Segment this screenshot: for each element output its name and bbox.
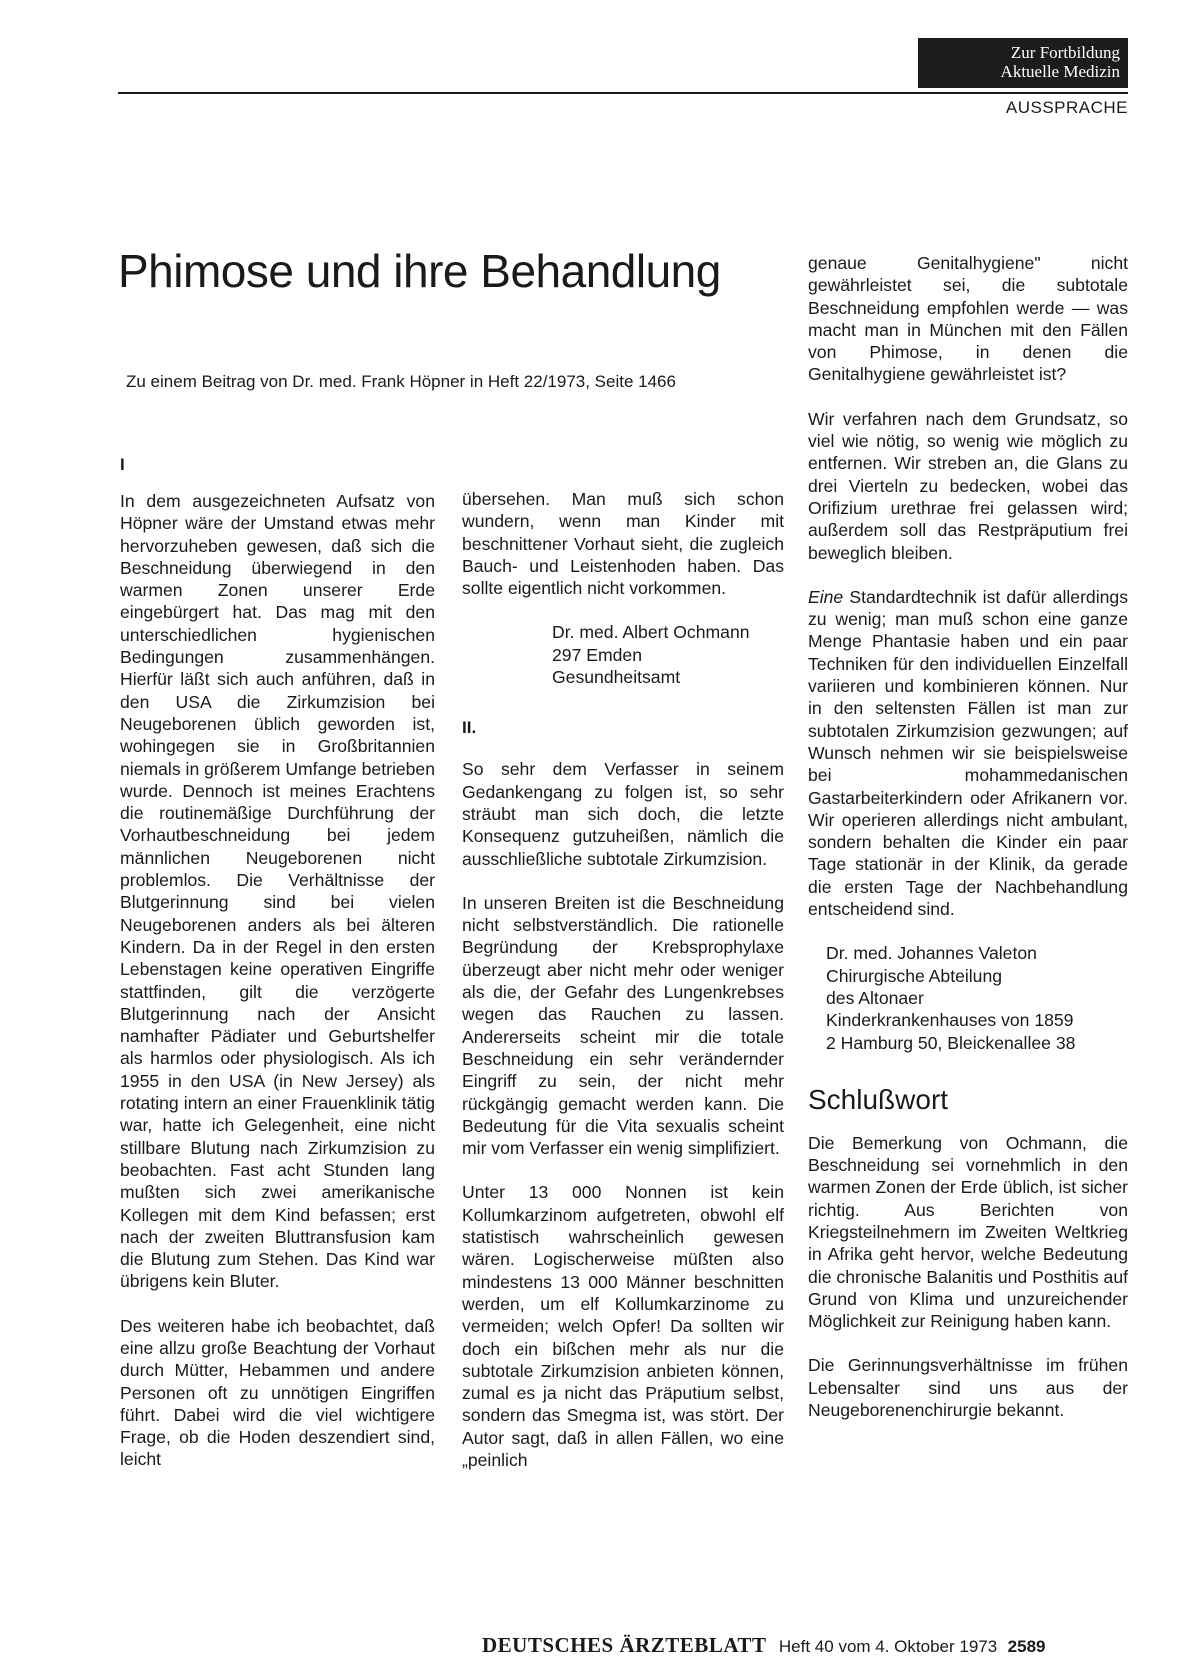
section-badge: [918, 38, 1128, 88]
letter1-marker: I: [120, 455, 125, 474]
page-number: 2589: [1007, 1637, 1046, 1656]
closing-paragraph-2: Die Gerinnungsverhältnisse im frühen Lebensalter sind uns aus der Neugeborenenchirurgie bekannt.: [808, 1355, 1128, 1421]
closing-paragraph-1: Die Bemerkung von Ochmann, die Beschneidung sei vornehmlich in den warmen Zonen der Erde üblich, ist sicher richtig. Aus Berichten von Kriegsteilnehmern im Zweiten Weltkrieg in Afrika geht hervor, welche Bedeutung die chronische Balanitis und Posthitis auf Grund von Klima und unzureichender Möglichkeit zur Reinigung haben kann.: [808, 1132, 1128, 1332]
signature-line: Chirurgische Abteilung: [826, 965, 1003, 986]
issue-info: Heft 40 vom 4. Oktober 1973: [778, 1637, 998, 1656]
article-title: Phimose und ihre Behandlung: [118, 245, 721, 297]
letter2-marker: II.: [462, 718, 477, 738]
signature-line: Gesundheitsamt: [552, 667, 681, 688]
letter1-paragraph-2: Des weiteren habe ich beobachtet, daß eine allzu große Beachtung der Vorhaut durch Mütter, Hebammen und andere Personen oft zu unnötigen Eingriffen führt. Dabei wird die viel wichtigere Frage, ob die Hoden deszendiert sind, leicht: [120, 1315, 435, 1470]
signature-line: 297 Emden: [552, 644, 642, 665]
column-1: [120, 490, 435, 1471]
header-rule: [118, 92, 1128, 94]
article-subtitle: Zu einem Beitrag von Dr. med. Frank Höpner in Heft 22/1973, Seite 1466: [126, 372, 676, 391]
closing-heading: Schlußwort: [808, 1083, 949, 1115]
letter2-paragraph-2: In unseren Breiten ist die Beschneidung nicht selbstverständlich. Die rationelle Begründung der Krebsprophylaxe überzeugt aber nicht mehr oder weniger als die, der Gefahr des Lungenkrebses wegen das Rauchen zu lassen. Andererseits scheint mir die totale Beschneidung ein sehr verändernder Eingriff zu sein, der nicht mehr rückgängig gemacht werden kann. Die Bedeutung für die Vita sexualis scheint mir vom Verfasser ein wenig simplifiziert.: [462, 892, 784, 1159]
signature-line: des Altonaer: [826, 987, 924, 1008]
letter1-paragraph-1: In dem ausgezeichneten Aufsatz von Höpner wäre der Umstand etwas mehr hervorzuheben gewesen, daß sich die Beschneidung überwiegend in den warmen Zonen unserer Erde eingebürgert hat. Das mag mit den unterschiedlichen hygienischen Bedingungen zusammenhängen. Hierfür läßt sich auch anführen, daß in den USA die Zirkumzision bei Neugeborenen üblich geworden ist, wohingegen sie in Großbritannien niemals in größerem Umfange betrieben wurde. Dennoch ist meines Erachtens die routinemäßige Durchführung der Vorhautbeschneidung bei jedem männlichen Neugeborenen nicht problemlos. Die Verhältnisse der Blutgerinnung sind bei vielen Neugeborenen anders als bei älteren Kindern. Da in der Regel in den ersten Lebenstagen keine operativen Eingriffe stattfinden, gilt die verzögerte Blutgerinnung nach der Ansicht namhafter Pädiater und Geburtshelfer als harmlos oder physiologisch. Als ich 1955 in den USA (in New Jersey) als rotating intern an einer Frauenklinik tätig war, hatte ich Gelegenheit, eine nicht stillbare Blutung nach Zirkumzision zu beobachten. Fast acht Stunden lang mußten sich zwei amerikanische Kollegen mit dem Kind befassen; erst nach der zweiten Bluttransfusion kam die Blutung zum Stehen. Das Kind war übrigens kein Bluter.: [120, 491, 435, 1292]
letter2-paragraph-1: So sehr dem Verfasser in seinem Gedankengang zu folgen ist, so sehr sträubt man sich doch, die letzte Konsequenz gutzuheißen, nämlich die ausschließliche subtotale Zirkumzision.: [462, 759, 784, 869]
column-2: [462, 488, 784, 1471]
column-3: [808, 252, 1128, 1421]
signature-line: Dr. med. Albert Ochmann: [552, 622, 750, 643]
section-label: AUSSPRACHE: [1005, 98, 1128, 117]
page-footer: [482, 1633, 1045, 1658]
signature-line: 2 Hamburg 50, Bleickenallee 38: [826, 1032, 1076, 1053]
signature-line: Kinderkrankenhauses von 1859: [826, 1010, 1074, 1031]
letter2-paragraph-5: Wir verfahren nach dem Grundsatz, so viel wie nötig, so wenig wie möglich zu entfernen. Wir streben an, die Glans zu drei Vierteln zu bedecken, wobei das Orifizium urethrae frei gelassen wird; außerdem soll das Restpräputium frei beweglich bleiben.: [808, 408, 1128, 563]
badge-line-2: Aktuelle Medizin: [1000, 62, 1120, 81]
paragraph-text: Standardtechnik ist dafür allerdings zu wenig; man muß schon eine ganze Menge Phantasie haben und ein paar Techniken für den individuellen Einzelfall variieren und kombinieren können. Nur in den seltensten Fällen ist man zur subtotalen Zirkumzision gezwungen; auf Wunsch nehmen wir sie beispielsweise bei mohammedanischen Gastarbeiterkindern oder Afrikanern vor. Wir operieren allerdings nicht ambulant, sondern behalten die Kinder ein paar Tage stationär in der Klinik, da gerade die ersten Tage der Nachbehandlung entscheidend sind.: [808, 586, 1128, 920]
letter1-signature: [552, 621, 784, 688]
letter2-signature: [826, 942, 1128, 1053]
letter2-paragraph-3: Unter 13 000 Nonnen ist kein Kollumkarzinom aufgetreten, obwohl elf statistisch wahrscheinlich gewesen wären. Logischerweise müßten also mindestens 13 000 Männer beschnitten werden, um elf Kollumkarzinome zu vermeiden; welch Opfer! Da sollten wir doch ein bißchen mehr als nur die subtotale Zirkumzision anbieten können, zumal es ja nicht das Präputium selbst, sondern das Smegma ist, was stört. Der Autor sagt, daß in allen Fällen, wo eine „peinlich: [462, 1182, 784, 1470]
badge-line-1: Zur Fortbildung: [1010, 43, 1120, 62]
journal-name: DEUTSCHES ÄRZTEBLATT: [482, 1633, 767, 1657]
letter2-paragraph-4: genaue Genitalhygiene" nicht gewährleistet sei, die subtotale Beschneidung empfohlen werde — was macht man in München mit den Fällen von Phimose, in denen die Genitalhygiene gewährleistet ist?: [808, 253, 1128, 385]
emphasis-word: Eine: [808, 586, 844, 607]
letter1-paragraph-3: übersehen. Man muß sich schon wundern, wenn man Kinder mit beschnittener Vorhaut sieht, die zugleich Bauch- und Leistenhoden haben. Das sollte eigentlich nicht vorkommen.: [462, 489, 784, 599]
signature-line: Dr. med. Johannes Valeton: [826, 943, 1037, 964]
letter2-paragraph-6: [808, 586, 1128, 920]
